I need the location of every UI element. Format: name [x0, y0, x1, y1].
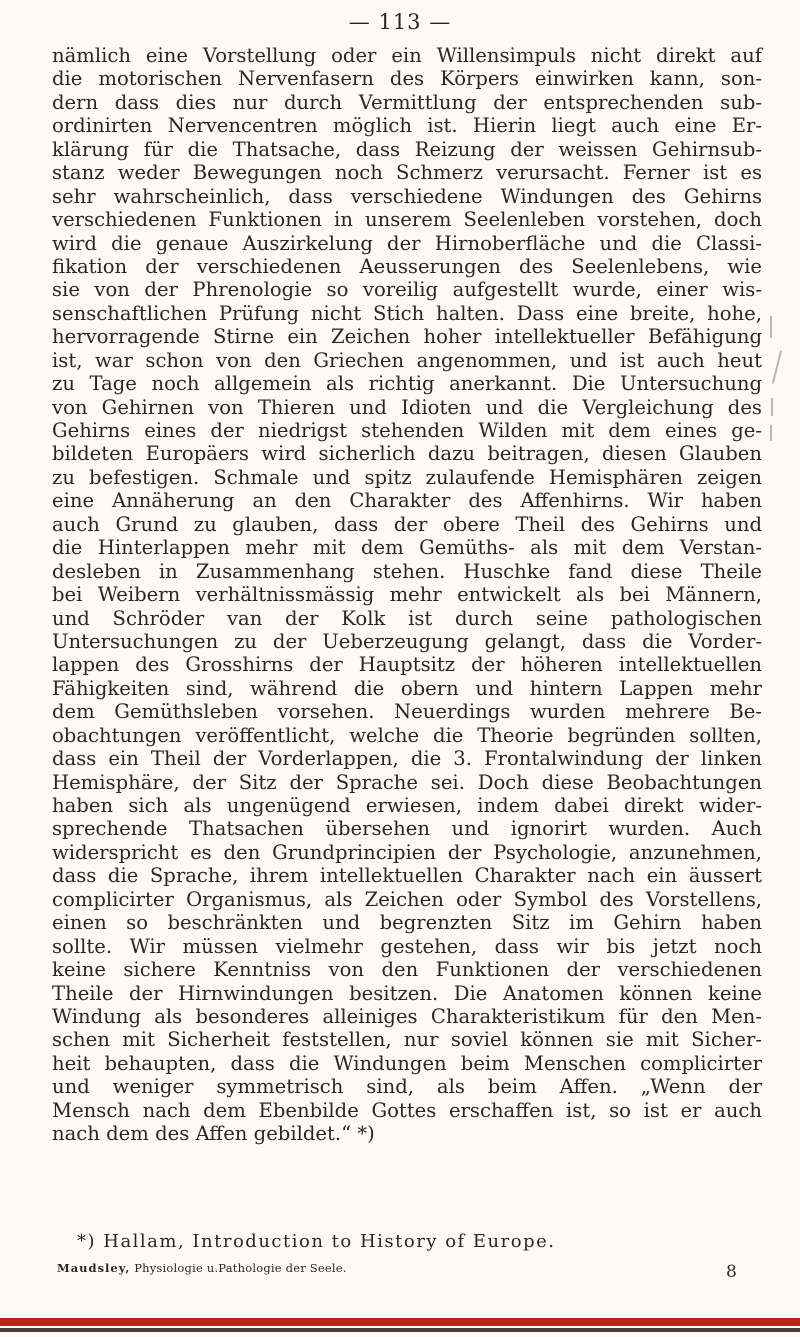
text-line: von Gehirnen von Thieren und Idioten und die Vergleichung des — [52, 395, 762, 419]
text-line: zu befestigen. Schmale und spitz zulaufende Hemisphären zeigen — [52, 465, 762, 489]
text-line: haben sich als ungenügend erwiesen, indem dabei direkt wider- — [52, 794, 762, 817]
text-line: Fähigkeiten sind, während die obern und hintern Lappen mehr — [52, 676, 762, 700]
signature-title: Physiologie u.Pathologie der Seele. — [134, 1261, 347, 1275]
text-line: sehr wahrscheinlich, dass verschiedene Windungen des Gehirns — [52, 184, 762, 208]
margin-pencil-mark — [770, 316, 772, 338]
text-line: zu Tage noch allgemein als richtig anerkannt. Die Untersuchung — [52, 372, 762, 396]
page-number: — 113 — — [348, 10, 452, 34]
text-line: eine Annäherung an den Charakter des Affenhirns. Wir haben — [52, 489, 762, 513]
text-line: sprechende Thatsachen übersehen und ignorirt wurden. Auch — [52, 817, 762, 841]
signature-author: Maudsley, — [57, 1261, 131, 1275]
text-line: einen so beschränkten und begrenzten Sitz im Gehirn haben — [52, 911, 762, 935]
body-text — [52, 44, 762, 1146]
text-line: dass ein Theil der Vorderlappen, die 3. Frontalwindung der linken — [52, 747, 762, 771]
sheet-mark: 8 — [726, 1262, 737, 1282]
text-line: lappen des Grosshirns der Hauptsitz der höheren intellektuellen — [52, 653, 762, 677]
signature-line — [57, 1261, 347, 1275]
text-line: fikation der verschiedenen Aeusserungen des Seelenlebens, wie — [52, 254, 762, 278]
text-line: Theile der Hirnwindungen besitzen. Die Anatomen können keine — [52, 981, 762, 1005]
margin-pencil-mark — [771, 398, 773, 416]
text-line: bildeten Europäers wird sicherlich dazu beitragen, diesen Glauben — [52, 442, 762, 466]
text-line: hervorragende Stirne ein Zeichen hoher intellektueller Befähigung — [52, 325, 762, 349]
text-line: Gehirns eines der niedrigst stehenden Wilden mit dem eines ge- — [52, 419, 762, 442]
text-line: Windung als besonderes alleiniges Charakteristikum für den Men- — [52, 1004, 762, 1028]
bottom-edge-shadow — [0, 1328, 800, 1332]
text-line: ordinirten Nervencentren möglich ist. Hierin liegt auch eine Er- — [52, 114, 762, 138]
text-line: nämlich eine Vorstellung oder ein Willensimpuls nicht direkt auf — [52, 44, 762, 67]
text-line: die Hinterlappen mehr mit dem Gemüths- als mit dem Verstan- — [52, 536, 762, 560]
text-line: Untersuchungen zu der Ueberzeugung gelangt, dass die Vorder- — [52, 629, 762, 653]
text-line: obachtungen veröffentlicht, welche die Theorie begründen sollten, — [52, 723, 762, 747]
bottom-edge-rule — [0, 1318, 800, 1326]
margin-pencil-mark — [770, 425, 772, 441]
text-line: verschiedenen Funktionen in unserem Seelenleben vorstehen, doch — [52, 208, 762, 232]
text-line: wird die genaue Auszirkelung der Hirnoberfläche und die Classi- — [52, 231, 762, 255]
footnote: *) Hallam, Introduction to History of Europe. — [77, 1231, 556, 1252]
text-line: keine sichere Kenntniss von den Funktionen der verschiedenen — [52, 958, 762, 982]
text-line: desleben in Zusammenhang stehen. Huschke fand diese Theile — [52, 559, 762, 583]
margin-pencil-mark — [772, 350, 782, 383]
text-line: schen mit Sicherheit feststellen, nur soviel können sie mit Sicher- — [52, 1028, 762, 1052]
text-line: sie von der Phrenologie so voreilig aufgestellt wurde, einer wis- — [52, 278, 762, 302]
text-line: Mensch nach dem Ebenbilde Gottes erschaffen ist, so ist er auch — [52, 1098, 762, 1122]
text-line: senschaftlichen Prüfung nicht Stich halten. Dass eine breite, hohe, — [52, 301, 762, 325]
text-line: und Schröder van der Kolk ist durch seine pathologischen — [52, 606, 762, 630]
text-line: und weniger symmetrisch sind, als beim Affen. „Wenn der — [52, 1075, 762, 1099]
text-line: heit behaupten, dass die Windungen beim Menschen complicirter — [52, 1051, 762, 1075]
text-line: die motorischen Nervenfasern des Körpers einwirken kann, son- — [52, 67, 762, 91]
text-line: stanz weder Bewegungen noch Schmerz verursacht. Ferner ist es — [52, 161, 762, 185]
text-line: auch Grund zu glauben, dass der obere Theil des Gehirns und — [52, 512, 762, 536]
text-line: Hemisphäre, der Sitz der Sprache sei. Doch diese Beobachtungen — [52, 770, 762, 794]
text-line: bei Weibern verhältnissmässig mehr entwickelt als bei Männern, — [52, 583, 762, 607]
text-line: dem Gemüthsleben vorsehen. Neuerdings wurden mehrere Be- — [52, 700, 762, 724]
text-line: dern dass dies nur durch Vermittlung der entsprechenden sub- — [52, 90, 762, 114]
text-line: nach dem des Affen gebildet.“ *) — [52, 1122, 375, 1146]
text-line: ist, war schon von den Griechen angenommen, und ist auch heut — [52, 348, 762, 372]
text-line: sollte. Wir müssen vielmehr gestehen, dass wir bis jetzt noch — [52, 934, 762, 958]
text-line: complicirter Organismus, als Zeichen oder Symbol des Vorstellens, — [52, 887, 762, 911]
text-line: widerspricht es den Grundprincipien der Psychologie, anzunehmen, — [52, 840, 762, 864]
text-line: klärung für die Thatsache, dass Reizung der weissen Gehirnsub- — [52, 137, 762, 161]
text-line: dass die Sprache, ihrem intellektuellen Charakter nach ein äussert — [52, 864, 762, 888]
